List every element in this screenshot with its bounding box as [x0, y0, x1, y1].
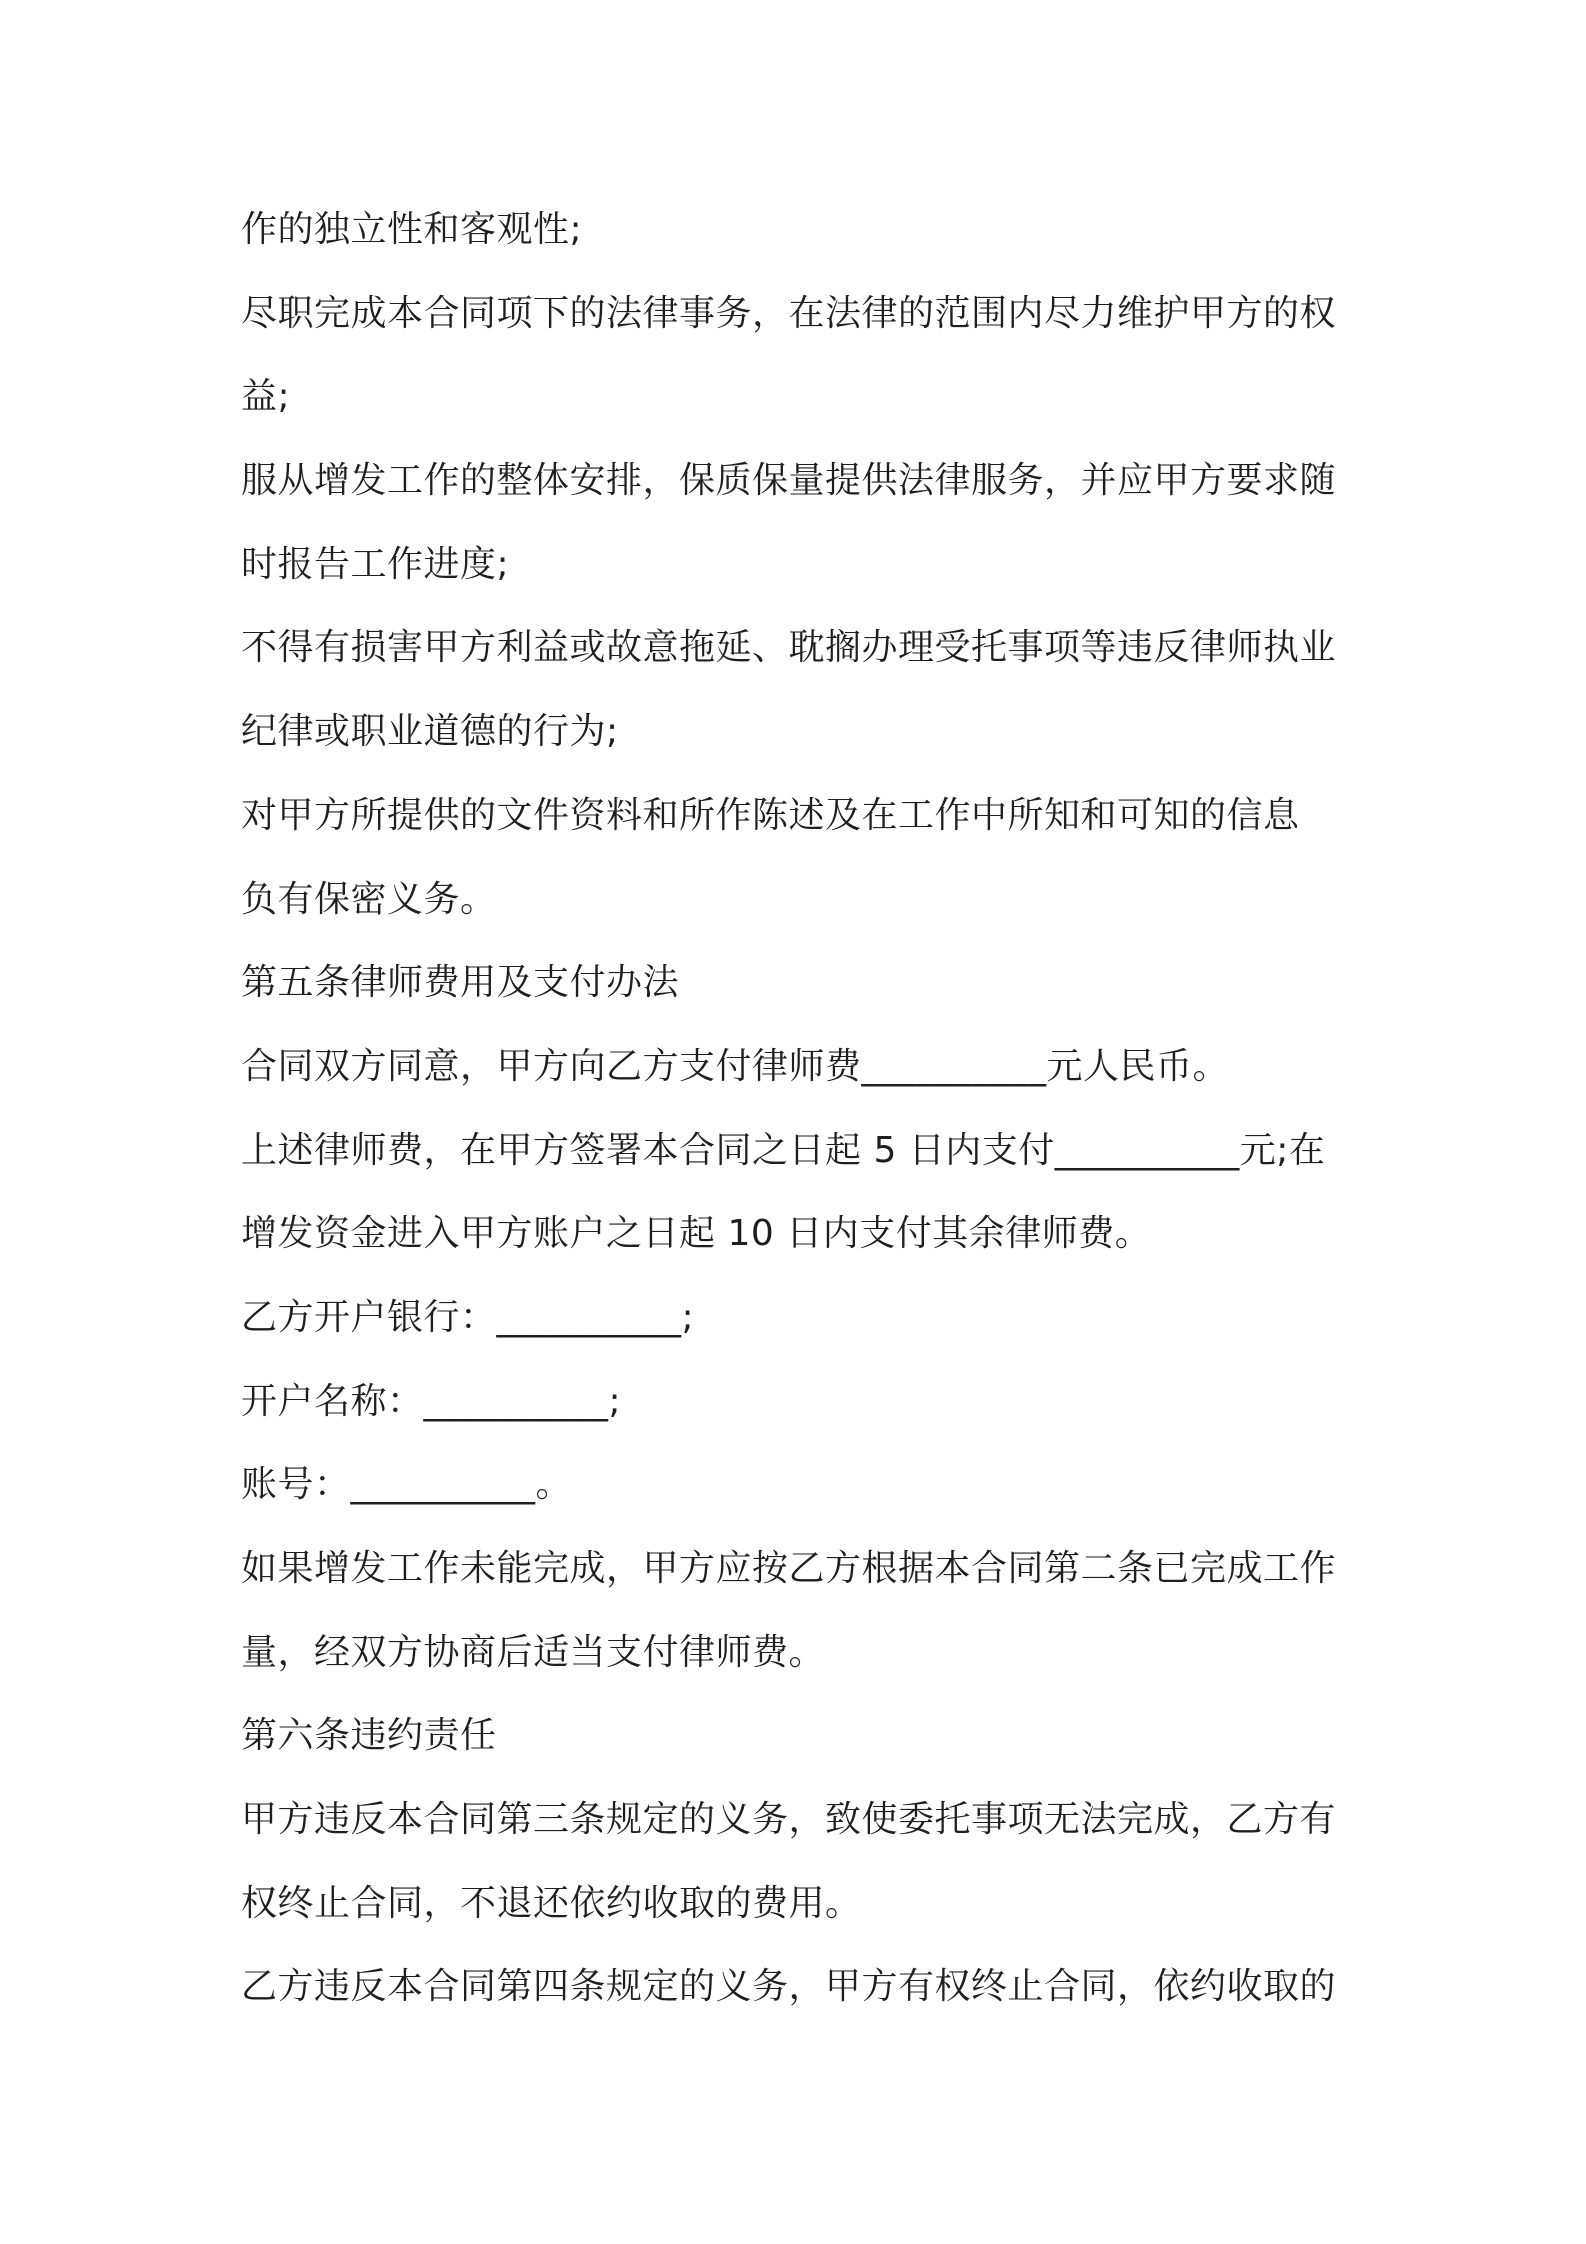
bank-name-line: 乙方开户银行：__________; [241, 1296, 695, 1338]
text-line: 不得有损害甲方利益或故意拖延、耽搁办理受托事项等违反律师执业 [241, 627, 1337, 669]
account-number-line: 账号：__________。 [241, 1464, 573, 1506]
text-line: 上述律师费，在甲方签署本合同之日起 5 日内支付__________元;在 [241, 1129, 1326, 1171]
text-line: 服从增发工作的整体安排，保质保量提供法律服务，并应甲方要求随 [241, 460, 1337, 502]
document-body [241, 200, 1361, 2041]
text-line: 尽职完成本合同项下的法律事务，在法律的范围内尽力维护甲方的权 [241, 292, 1337, 334]
text-line: 合同双方同意，甲方向乙方支付律师费__________元人民币。 [241, 1045, 1230, 1087]
text-line: 对甲方所提供的文件资料和所作陈述及在工作中所知和可知的信息 [241, 794, 1300, 836]
text-line: 时报告工作进度; [241, 543, 510, 585]
text-line: 负有保密义务。 [241, 878, 497, 920]
text-line: 纪律或职业道德的行为; [241, 711, 619, 753]
text-line: 量，经双方协商后适当支付律师费。 [241, 1631, 826, 1673]
account-name-line: 开户名称：__________; [241, 1380, 622, 1422]
text-line: 如果增发工作未能完成，甲方应按乙方根据本合同第二条已完成工作 [241, 1548, 1337, 1589]
section-heading: 第五条律师费用及支付办法 [241, 962, 680, 1004]
text-line: 权终止合同，不退还依约收取的费用。 [241, 1882, 862, 1924]
text-line: 乙方违反本合同第四条规定的义务，甲方有权终止合同，依约收取的 [241, 1966, 1337, 2008]
text-line: 增发资金进入甲方账户之日起 10 日内支付其余律师费。 [241, 1213, 1152, 1255]
text-line: 作的独立性和客观性; [241, 209, 583, 250]
text-line: 益; [241, 376, 291, 418]
text-line: 甲方违反本合同第三条规定的义务，致使委托事项无法完成，乙方有 [241, 1799, 1337, 1841]
section-heading: 第六条违约责任 [241, 1715, 497, 1757]
